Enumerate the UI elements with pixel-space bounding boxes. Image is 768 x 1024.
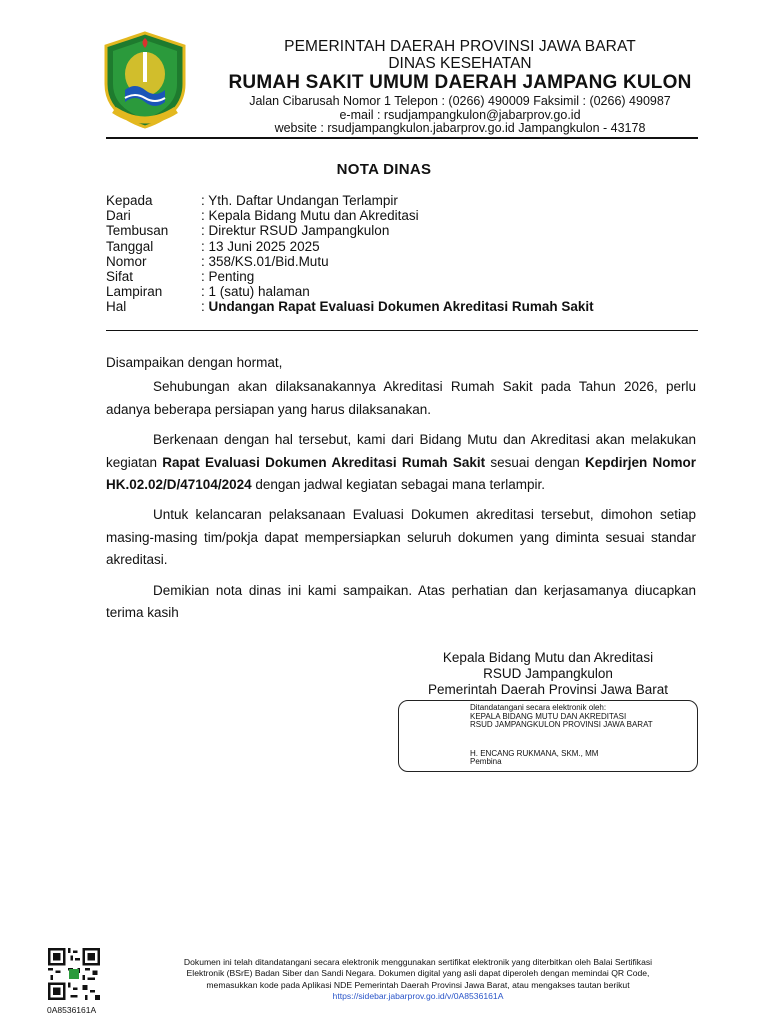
verification-link[interactable]: https://sidebar.jabarprov.go.id/v/0A8536161A (332, 990, 504, 1001)
paragraph-2 (106, 429, 696, 496)
paragraph-3: Untuk kelancaran pelaksanaan Evaluasi Dokumen akreditasi tersebut, dimohon setiap masing-masing tim/pokja dapat mempersiapkan seluruh dokumen yang diminta sesuai standar akreditasi. (106, 507, 696, 568)
footer-line: Elektronik (BSrE) Badan Siber dan Sandi Negara. Dokumen digital yang asli dapat diperoleh dengan memindai QR Code, (186, 968, 650, 979)
agency-name: PEMERINTAH DAERAH PROVINSI JAWA BARAT (284, 38, 636, 55)
signatory-title (398, 650, 698, 699)
footer-line: memasukkan kode pada Aplikasi NDE Pemerintah Daerah Provinsi Jawa Barat, atau mengakses tautan berikut (206, 979, 630, 990)
field-dari (106, 208, 594, 223)
department-name: DINAS KESEHATAN (388, 55, 532, 72)
paragraph-2-text: sesuai dengan (485, 454, 585, 470)
field-label: Dari (106, 208, 131, 224)
field-label: Nomor (106, 253, 147, 269)
letterhead-divider (106, 137, 698, 139)
event-name: Rapat Evaluasi Dokumen Akreditasi Rumah Sakit (162, 454, 486, 470)
document-title: NOTA DINAS (336, 161, 432, 178)
field-hal (106, 299, 594, 314)
website-line: website : rsudjampangkulon.jabarprov.go.id Jampangkulon - 43178 (274, 121, 646, 135)
hospital-name: RUMAH SAKIT UMUM DAERAH JAMPANG KULON (228, 72, 692, 93)
paragraph-2-text: Berkenaan dengan hal tersebut, kami dari Bidang Mutu dan Akreditasi akan melakukan kegiatan (106, 432, 696, 470)
field-label: Lampiran (106, 284, 163, 300)
field-label: Hal (106, 299, 127, 315)
e-signature-rank: Pembina (470, 757, 502, 767)
jawa-barat-emblem-icon (100, 30, 190, 130)
field-label: Tanggal (106, 238, 154, 254)
field-value: : Direktur RSUD Jampangkulon (201, 223, 390, 239)
memo-body (106, 352, 696, 624)
footer-disclaimer (118, 957, 718, 1002)
field-value: : 358/KS.01/Bid.Mutu (201, 253, 329, 269)
field-value: Undangan Rapat Evaluasi Dokumen Akreditasi Rumah Sakit (208, 299, 594, 315)
field-lampiran (106, 284, 594, 299)
signatory-institution: RSUD Jampangkulon (483, 666, 613, 682)
signatory-position: Kepala Bidang Mutu dan Akreditasi (442, 650, 654, 665)
field-label: Tembusan (106, 223, 169, 239)
e-signature-institution: RSUD JAMPANGKULON PROVINSI JAWA BARAT (470, 720, 653, 730)
e-signature-text (470, 704, 653, 767)
field-tanggal (106, 239, 594, 254)
field-value: : Penting (201, 268, 255, 284)
field-value: : 13 Juni 2025 2025 (201, 238, 320, 254)
document-code: 0A8536161A (47, 1005, 97, 1015)
footer-line: Dokumen ini telah ditandatangani secara elektronik menggunakan sertifikat elektronik yang diterbitkan oleh Balai Sertifikasi (183, 957, 653, 967)
qr-code-icon[interactable] (48, 948, 100, 1000)
email-line: e-mail : rsudjampangkulon@jabarprov.go.id (339, 108, 581, 122)
field-kepada (106, 193, 594, 208)
decree-number: Kepdirjen Nomor HK.02.02/D/47104/2024 (106, 454, 696, 493)
paragraph-2-text: dengan jadwal kegiatan sebagai mana terlampir. (251, 477, 546, 493)
field-nomor (106, 254, 594, 269)
memo-fields (106, 193, 594, 315)
e-signature-position: KEPALA BIDANG MUTU DAN AKREDITASI (470, 711, 627, 721)
field-sifat (106, 269, 594, 284)
field-value: : Kepala Bidang Mutu dan Akreditasi (201, 208, 419, 224)
field-tembusan (106, 223, 594, 238)
signatory-government: Pemerintah Daerah Provinsi Jawa Barat (427, 682, 669, 698)
e-signature-note: Ditandatangani secara elektronik oleh: (470, 703, 607, 712)
field-label: Kepada (106, 193, 153, 208)
field-prefix: : (201, 299, 209, 315)
field-label: Sifat (106, 268, 134, 284)
paragraph-4: Demikian nota dinas ini kami sampaikan. Atas perhatian dan kerjasamanya diucapkan terima kasih (106, 582, 696, 621)
greeting: Disampaikan dengan hormat, (106, 355, 283, 370)
fields-divider (106, 330, 698, 331)
address-line: Jalan Cibarusah Nomor 1 Telepon : (0266) 490009 Faksimil : (0266) 490987 (249, 94, 671, 108)
field-value: : Yth. Daftar Undangan Terlampir (201, 193, 398, 208)
field-value: : 1 (satu) halaman (201, 284, 310, 300)
e-signature-name: H. ENCANG RUKMANA, SKM., MM (470, 748, 599, 758)
paragraph-1: Sehubungan akan dilaksanakannya Akreditasi Rumah Sakit pada Tahun 2026, perlu adanya beberapa persiapan yang harus dilaksanakan. (106, 379, 696, 417)
